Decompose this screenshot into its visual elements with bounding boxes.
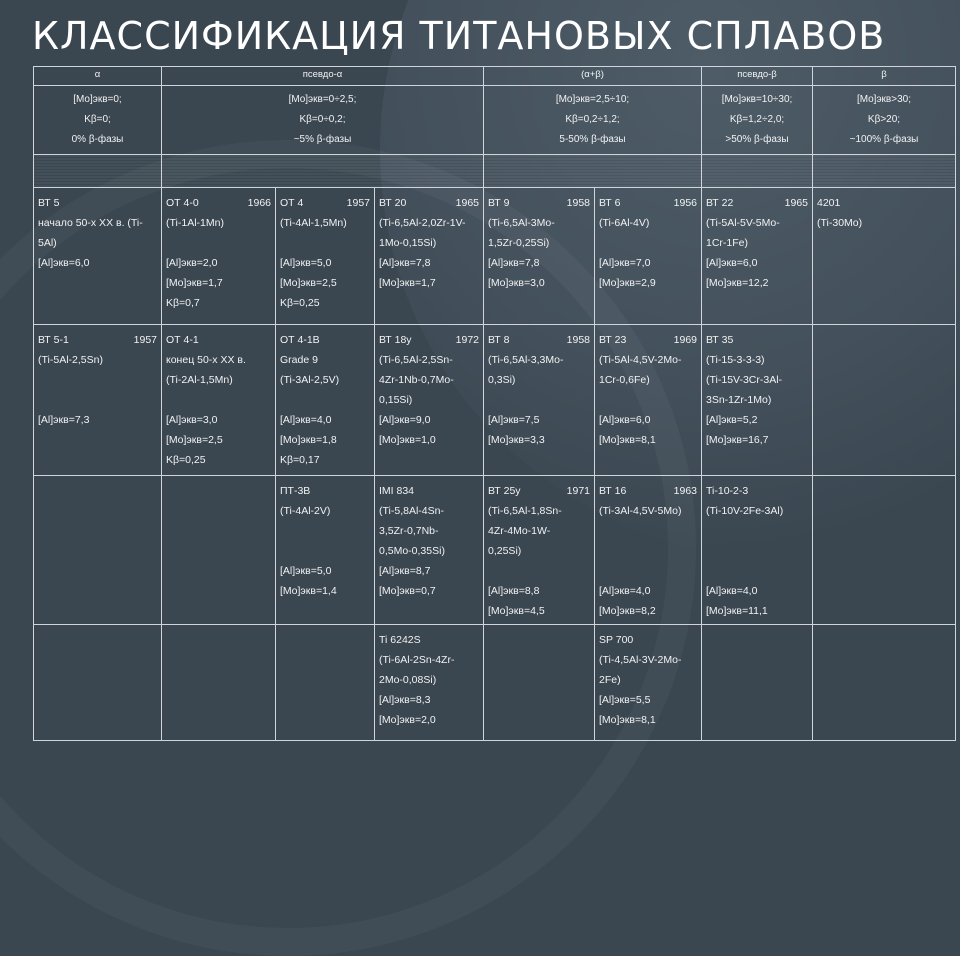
alloy-cell	[484, 188, 595, 325]
alloy-cell	[162, 325, 276, 476]
class-info-line: Kβ=1,2÷2,0;	[729, 114, 785, 125]
header-pseudo-alpha: псевдо-α	[162, 67, 484, 86]
alloy-name: ВТ 22	[706, 197, 734, 209]
alloy-composition: (Ti-6,5Al-2,0Zr-1V- 1Mo-0,15Si)	[379, 217, 466, 249]
alloy-header	[38, 193, 157, 213]
alloy-composition: начало 50-х XX в. (Ti- 5Al)	[38, 217, 143, 249]
alloy-cell	[484, 476, 595, 625]
spacer	[706, 521, 808, 541]
structure-image	[162, 155, 484, 188]
alloy-property: [Al]экв=2,0	[166, 257, 218, 269]
alloy-property: [Mo]экв=16,7	[706, 434, 769, 446]
alloy-cell	[595, 188, 702, 325]
alloy-name: ОТ 4-1В	[280, 334, 320, 346]
alloy-name: ВТ 8	[488, 334, 510, 346]
alloy-cell	[595, 476, 702, 625]
class-info-line: Kβ=0÷0,2;	[299, 114, 346, 125]
spacer	[280, 521, 370, 541]
alloy-property: [Mo]экв=2,5	[166, 434, 223, 446]
class-info-pseudo-alpha	[162, 86, 484, 155]
alloy-cell	[162, 188, 276, 325]
alloy-row	[34, 625, 956, 741]
alloy-property: [Al]экв=7,8	[488, 257, 540, 269]
alloy-header	[817, 193, 951, 213]
alloy-year: 1958	[566, 334, 590, 346]
alloy-property: [Al]экв=7,5	[488, 414, 540, 426]
alloy-cell	[813, 325, 956, 476]
page-title: КЛАССИФИКАЦИЯ ТИТАНОВЫХ СПЛАВОВ	[32, 14, 886, 58]
alloy-cell	[813, 188, 956, 325]
alloy-name: SP 700	[599, 634, 634, 646]
alloy-year: 1966	[247, 197, 271, 209]
alloy-cell	[813, 625, 956, 741]
alloy-header	[488, 330, 590, 350]
alloy-year: 1957	[133, 334, 157, 346]
alloy-name: Ti 6242S	[379, 634, 421, 646]
alloy-property: [Al]экв=6,0	[38, 257, 90, 269]
alloy-property: [Al]экв=5,0	[280, 257, 332, 269]
alloy-property: Kβ=0,7	[166, 297, 200, 309]
alloy-year: 1972	[455, 334, 479, 346]
alloy-year: 1956	[673, 197, 697, 209]
class-info-line: Kβ=0;	[84, 114, 111, 125]
alloy-name: 4201	[817, 197, 841, 209]
alloy-composition: (Ti-30Mo)	[817, 217, 863, 229]
alloy-composition: (Ti-10V-2Fe-3Al)	[706, 505, 784, 517]
class-info-line: Kβ>20;	[867, 114, 901, 125]
alloy-header	[280, 193, 370, 213]
alloy-property: [Al]экв=4,0	[280, 414, 332, 426]
structure-image	[813, 155, 956, 188]
alloy-property: Kβ=0,25	[280, 297, 320, 309]
alloy-composition: (Ti-4Al-2V)	[280, 505, 331, 517]
alloy-name: ВТ 16	[599, 485, 627, 497]
spacer	[38, 370, 157, 390]
spacer	[599, 521, 697, 541]
alloy-year: 1971	[566, 485, 590, 497]
alloy-name: ПТ-3В	[280, 485, 311, 497]
class-info-alpha-beta	[484, 86, 702, 155]
class-info-line: [Mo]экв>30;	[857, 94, 911, 105]
alloy-cell	[34, 476, 162, 625]
alloy-property: [Mo]экв=4,5	[488, 605, 545, 617]
alloy-composition: (Ti-5,8Al-4Sn- 3,5Zr-0,7Nb- 0,5Mo-0,35Si)	[379, 505, 445, 557]
alloy-composition: (Ti-6Al-2Sn-4Zr- 2Mo-0,08Si)	[379, 654, 455, 686]
alloy-property: [Mo]экв=1,4	[280, 585, 337, 597]
class-info-line: 0% β-фазы	[71, 134, 124, 145]
alloy-header	[280, 481, 370, 501]
alloy-header	[379, 330, 479, 350]
class-header-row	[34, 67, 956, 86]
class-info-alpha	[34, 86, 162, 155]
alloy-property: [Mo]экв=3,3	[488, 434, 545, 446]
alloy-cell	[375, 476, 484, 625]
alloy-composition: (Ti-15-3-3-3) (Ti-15V-3Cr-3Al- 3Sn-1Zr-1Mo)	[706, 354, 783, 406]
alloy-composition: (Ti-6Al-4V)	[599, 217, 650, 229]
alloy-name: ВТ 6	[599, 197, 621, 209]
alloy-header	[599, 193, 697, 213]
alloy-name: ВТ 35	[706, 334, 734, 346]
header-pseudo-beta: псевдо-β	[702, 67, 813, 86]
alloy-cell	[702, 188, 813, 325]
alloy-cell	[702, 476, 813, 625]
alloy-header	[38, 330, 157, 350]
spacer	[280, 390, 370, 410]
spacer	[599, 390, 697, 410]
alloy-header	[488, 193, 590, 213]
alloy-property: [Al]экв=6,0	[706, 257, 758, 269]
alloy-property: [Mo]экв=8,2	[599, 605, 656, 617]
alloy-property: [Al]экв=6,0	[599, 414, 651, 426]
alloy-property: [Al]экв=5,2	[706, 414, 758, 426]
spacer	[599, 561, 697, 581]
alloy-row	[34, 476, 956, 625]
class-info-line: ~100% β-фазы	[849, 134, 919, 145]
structure-image-row	[34, 155, 956, 188]
alloy-property: Kβ=0,17	[280, 454, 320, 466]
alloy-cell	[162, 476, 276, 625]
alloy-cell	[484, 625, 595, 741]
class-info-line: >50% β-фазы	[725, 134, 789, 145]
alloy-property: [Al]экв=7,3	[38, 414, 90, 426]
alloy-composition: (Ti-4,5Al-3V-2Mo- 2Fe)	[599, 654, 682, 686]
alloy-name: ВТ 18у	[379, 334, 412, 346]
alloy-year: 1965	[784, 197, 808, 209]
alloy-cell	[702, 325, 813, 476]
alloy-name: ОТ 4	[280, 197, 304, 209]
alloy-year: 1965	[455, 197, 479, 209]
alloy-composition: (Ti-3Al-4,5V-5Mo)	[599, 505, 682, 517]
class-info-beta	[813, 86, 956, 155]
alloy-cell	[34, 188, 162, 325]
alloy-composition: Grade 9 (Ti-3Al-2,5V)	[280, 354, 340, 386]
alloy-name: ВТ 9	[488, 197, 510, 209]
alloy-header	[706, 481, 808, 501]
alloy-cell	[162, 625, 276, 741]
alloy-composition: (Ti-5Al-2,5Sn)	[38, 354, 103, 366]
spacer	[38, 390, 157, 410]
alloy-property: [Al]экв=9,0	[379, 414, 431, 426]
alloy-cell	[813, 476, 956, 625]
alloy-property: [Mo]экв=2,0	[379, 714, 436, 726]
alloy-property: [Mo]экв=2,9	[599, 277, 656, 289]
alloy-cell	[595, 625, 702, 741]
alloy-cell	[34, 625, 162, 741]
alloy-property: [Mo]экв=0,7	[379, 585, 436, 597]
alloy-name: ВТ 5	[38, 197, 60, 209]
alloy-cell	[484, 325, 595, 476]
alloy-property: [Mo]экв=12,2	[706, 277, 769, 289]
spacer	[166, 390, 271, 410]
alloy-composition: (Ti-6,5Al-2,5Sn- 4Zr-1Nb-0,7Mo- 0,15Si)	[379, 354, 454, 406]
alloy-property: [Al]экв=7,8	[379, 257, 431, 269]
alloy-cell	[34, 325, 162, 476]
alloy-header	[599, 330, 697, 350]
alloy-property: [Mo]экв=1,8	[280, 434, 337, 446]
alloy-property: [Al]экв=5,5	[599, 694, 651, 706]
alloy-composition: (Ti-6,5Al-3Mo- 1,5Zr-0,25Si)	[488, 217, 555, 249]
alloy-name: ОТ 4-0	[166, 197, 199, 209]
alloy-composition: конец 50-х XX в. (Ti-2Al-1,5Mn)	[166, 354, 246, 386]
alloy-cell	[276, 188, 375, 325]
alloy-property: [Mo]экв=1,7	[379, 277, 436, 289]
alloy-header	[706, 193, 808, 213]
class-info-line: [Mo]экв=10÷30;	[721, 94, 793, 105]
alloy-property: [Mo]экв=8,1	[599, 714, 656, 726]
alloy-property: [Al]экв=4,0	[706, 585, 758, 597]
alloy-property: [Al]экв=8,3	[379, 694, 431, 706]
spacer	[488, 561, 590, 581]
spacer	[599, 233, 697, 253]
alloy-cell	[702, 625, 813, 741]
alloy-year: 1958	[566, 197, 590, 209]
spacer	[599, 541, 697, 561]
structure-image	[484, 155, 702, 188]
spacer	[488, 390, 590, 410]
alloy-header	[379, 630, 479, 650]
class-info-line: ~5% β-фазы	[293, 134, 352, 145]
alloy-property: [Mo]экв=3,0	[488, 277, 545, 289]
alloy-row	[34, 325, 956, 476]
alloy-name: ВТ 5-1	[38, 334, 69, 346]
alloy-property: [Mo]экв=8,1	[599, 434, 656, 446]
alloy-name: ВТ 20	[379, 197, 407, 209]
alloy-property: [Al]экв=3,0	[166, 414, 218, 426]
alloy-property: [Mo]экв=1,0	[379, 434, 436, 446]
spacer	[706, 541, 808, 561]
alloy-name: ВТ 23	[599, 334, 627, 346]
alloy-property: [Mo]экв=11,1	[706, 605, 768, 617]
alloy-row	[34, 188, 956, 325]
header-alpha: α	[34, 67, 162, 86]
alloy-composition: (Ti-4Al-1,5Mn)	[280, 217, 347, 229]
alloy-header	[488, 481, 590, 501]
spacer	[166, 233, 271, 253]
class-info-line: 5-50% β-фазы	[559, 134, 626, 145]
alloy-cell	[276, 476, 375, 625]
class-info-row	[34, 86, 956, 155]
alloy-name: Ti-10-2-3	[706, 485, 749, 497]
alloy-composition: (Ti-5Al-5V-5Mo- 1Cr-1Fe)	[706, 217, 780, 249]
class-info-line: Kβ=0,2÷1,2;	[565, 114, 620, 125]
alloy-composition: (Ti-5Al-4,5V-2Mo- 1Cr-0,6Fe)	[599, 354, 682, 386]
alloy-name: IMI 834	[379, 485, 415, 497]
alloy-cell	[595, 325, 702, 476]
alloy-property: [Al]экв=8,8	[488, 585, 540, 597]
alloy-header	[599, 630, 697, 650]
alloy-header	[166, 330, 271, 350]
alloy-header	[706, 330, 808, 350]
alloy-year: 1969	[673, 334, 697, 346]
alloy-classification-table	[33, 66, 956, 741]
alloy-header	[379, 481, 479, 501]
alloy-composition: (Ti-6,5Al-3,3Mo- 0,3Si)	[488, 354, 564, 386]
class-info-line: [Mo]экв=0÷2,5;	[288, 94, 357, 105]
alloy-cell	[276, 325, 375, 476]
alloy-property: [Al]экв=5,0	[280, 565, 332, 577]
alloy-composition: (Ti-6,5Al-1,8Sn- 4Zr-4Mo-1W- 0,25Si)	[488, 505, 562, 557]
alloy-property: Kβ=0,25	[166, 454, 206, 466]
class-info-line: [Mo]экв=2,5÷10;	[555, 94, 630, 105]
alloy-cell	[276, 625, 375, 741]
alloy-cell	[375, 625, 484, 741]
spacer	[280, 233, 370, 253]
alloy-property: [Mo]экв=2,5	[280, 277, 337, 289]
alloy-name: ВТ 25у	[488, 485, 521, 497]
header-alpha-beta: (α+β)	[484, 67, 702, 86]
alloy-cell	[375, 188, 484, 325]
alloy-year: 1963	[673, 485, 697, 497]
alloy-property: [Mo]экв=1,7	[166, 277, 223, 289]
spacer	[706, 561, 808, 581]
alloy-header	[166, 193, 271, 213]
class-info-pseudo-beta	[702, 86, 813, 155]
alloy-cell	[375, 325, 484, 476]
spacer	[280, 541, 370, 561]
structure-image	[702, 155, 813, 188]
alloy-property: [Al]экв=7,0	[599, 257, 651, 269]
alloy-header	[280, 330, 370, 350]
alloy-property: [Al]экв=8,7	[379, 565, 431, 577]
alloy-composition: (Ti-1Al-1Mn)	[166, 217, 224, 229]
alloy-header	[379, 193, 479, 213]
alloy-header	[599, 481, 697, 501]
structure-image	[34, 155, 162, 188]
class-info-line: [Mo]экв=0;	[73, 94, 122, 105]
alloy-property: [Al]экв=4,0	[599, 585, 651, 597]
header-beta: β	[813, 67, 956, 86]
alloy-name: ОТ 4-1	[166, 334, 199, 346]
alloy-year: 1957	[346, 197, 370, 209]
